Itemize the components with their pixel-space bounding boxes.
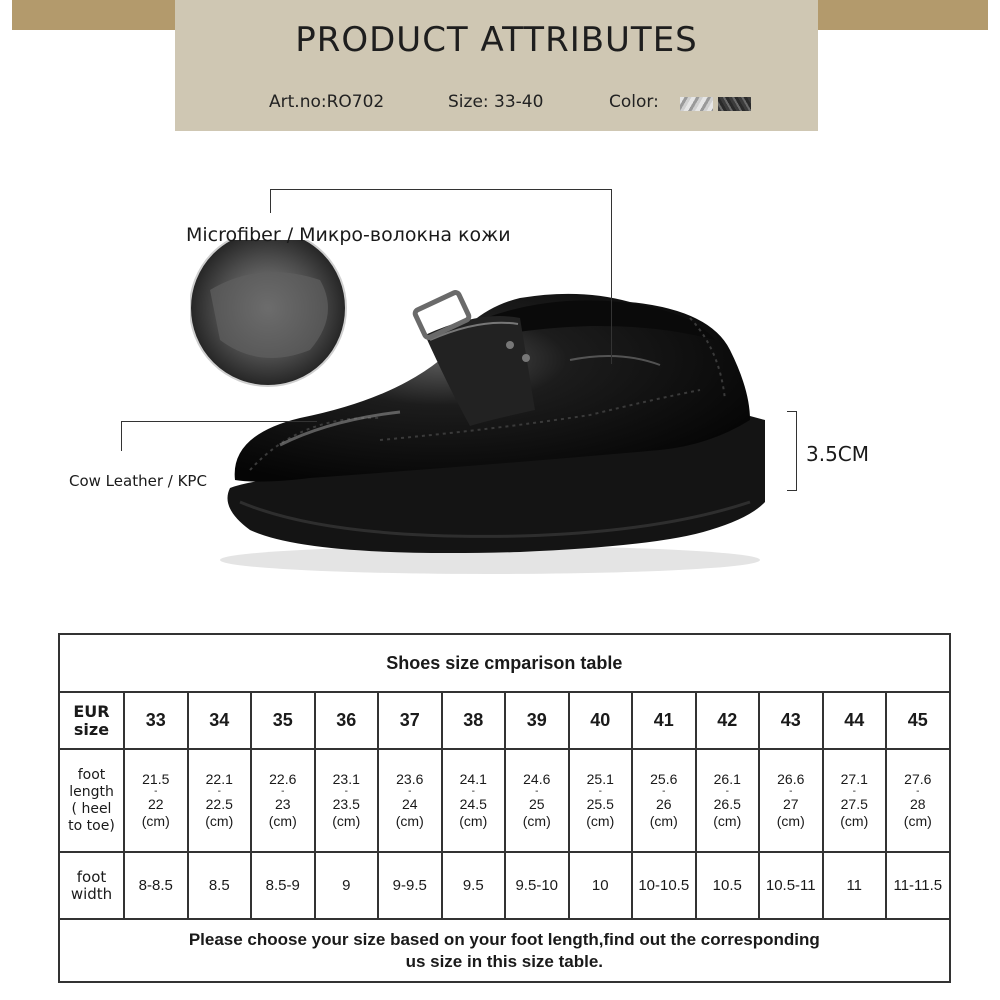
color-swatch-black[interactable] bbox=[718, 97, 751, 111]
size-range: Size: 33-40 bbox=[448, 92, 544, 112]
page-title: PRODUCT ATTRIBUTES bbox=[295, 20, 698, 60]
table-title: Shoes size cmparison table bbox=[59, 634, 950, 692]
callout-line-top bbox=[270, 189, 612, 190]
header-accent-bar-left bbox=[12, 0, 175, 30]
foot-width-cell: 9 bbox=[315, 852, 379, 919]
eur-size-cell: 36 bbox=[315, 692, 379, 749]
eur-size-cell: 33 bbox=[124, 692, 188, 749]
foot-width-cell: 8.5 bbox=[188, 852, 252, 919]
eur-size-label bbox=[59, 692, 124, 749]
header-accent-bar-right bbox=[818, 0, 988, 30]
foot-width-cell: 10.5 bbox=[696, 852, 760, 919]
foot-length-cell: 25.6 - 26 (cm) bbox=[632, 749, 696, 852]
eur-size-cell: 41 bbox=[632, 692, 696, 749]
shoe-illustration bbox=[190, 240, 790, 580]
foot-width-cell: 9-9.5 bbox=[378, 852, 442, 919]
foot-length-cell: 24.1 - 24.5 (cm) bbox=[442, 749, 506, 852]
foot-length-cell: 26.6 - 27 (cm) bbox=[759, 749, 823, 852]
color-swatch-silver[interactable] bbox=[680, 97, 713, 111]
foot-length-cell: 22.1 - 22.5 (cm) bbox=[188, 749, 252, 852]
eur-label-bottom: size bbox=[73, 719, 110, 739]
eur-size-cell: 40 bbox=[569, 692, 633, 749]
foot-width-label: foot width bbox=[59, 852, 124, 919]
eur-label-top: EUR bbox=[73, 701, 110, 721]
foot-width-cell: 8-8.5 bbox=[124, 852, 188, 919]
foot-length-cell: 25.1 - 25.5 (cm) bbox=[569, 749, 633, 852]
eur-size-cell: 42 bbox=[696, 692, 760, 749]
foot-width-row bbox=[59, 852, 950, 919]
foot-length-cell: 26.1 - 26.5 (cm) bbox=[696, 749, 760, 852]
heel-height-label: 3.5CM bbox=[806, 442, 870, 466]
eur-size-cell: 44 bbox=[823, 692, 887, 749]
foot-length-cell: 23.1 - 23.5 (cm) bbox=[315, 749, 379, 852]
callout-line-top-drop-left bbox=[270, 189, 271, 213]
size-advice-note: Please choose your size based on your foot length,find out the corresponding us size in this size table. bbox=[59, 919, 950, 982]
foot-length-cell: 27.1 - 27.5 (cm) bbox=[823, 749, 887, 852]
color-label: Color: bbox=[609, 92, 659, 112]
heel-bracket-bottom bbox=[787, 490, 797, 491]
foot-width-cell: 11 bbox=[823, 852, 887, 919]
foot-length-cell: 24.6 - 25 (cm) bbox=[505, 749, 569, 852]
foot-width-cell: 8.5-9 bbox=[251, 852, 315, 919]
foot-width-cell: 11-11.5 bbox=[886, 852, 950, 919]
product-image bbox=[190, 240, 790, 580]
eur-size-cell: 35 bbox=[251, 692, 315, 749]
eur-size-cell: 38 bbox=[442, 692, 506, 749]
foot-length-cell: 22.6 - 23 (cm) bbox=[251, 749, 315, 852]
eur-size-cell: 45 bbox=[886, 692, 950, 749]
size-comparison-table bbox=[58, 633, 951, 983]
foot-length-cell: 21.5 - 22 (cm) bbox=[124, 749, 188, 852]
eur-size-cell: 34 bbox=[188, 692, 252, 749]
foot-width-cell: 9.5 bbox=[442, 852, 506, 919]
foot-width-cell: 9.5-10 bbox=[505, 852, 569, 919]
callout-line-top-drop-right bbox=[611, 189, 612, 364]
header-panel bbox=[175, 0, 818, 131]
callout-line-left bbox=[121, 421, 317, 422]
eur-size-cell: 37 bbox=[378, 692, 442, 749]
foot-width-cell: 10.5-11 bbox=[759, 852, 823, 919]
callout-line-left-drop bbox=[121, 421, 122, 451]
eur-size-cell: 39 bbox=[505, 692, 569, 749]
foot-width-cell: 10-10.5 bbox=[632, 852, 696, 919]
upper-material-label: Microfiber / Микро-волокна кожи bbox=[186, 224, 511, 246]
foot-width-cell: 10 bbox=[569, 852, 633, 919]
foot-length-cell: 27.6 - 28 (cm) bbox=[886, 749, 950, 852]
eur-size-row bbox=[59, 692, 950, 749]
foot-length-cell: 23.6 - 24 (cm) bbox=[378, 749, 442, 852]
eur-size-cell: 43 bbox=[759, 692, 823, 749]
article-number: Art.no:RO702 bbox=[269, 92, 385, 112]
leather-material-label: Cow Leather / KPC bbox=[69, 472, 207, 490]
heel-bracket-vertical bbox=[796, 411, 797, 491]
foot-length-label: foot length ( heel to toe) bbox=[59, 749, 124, 852]
foot-length-row bbox=[59, 749, 950, 852]
